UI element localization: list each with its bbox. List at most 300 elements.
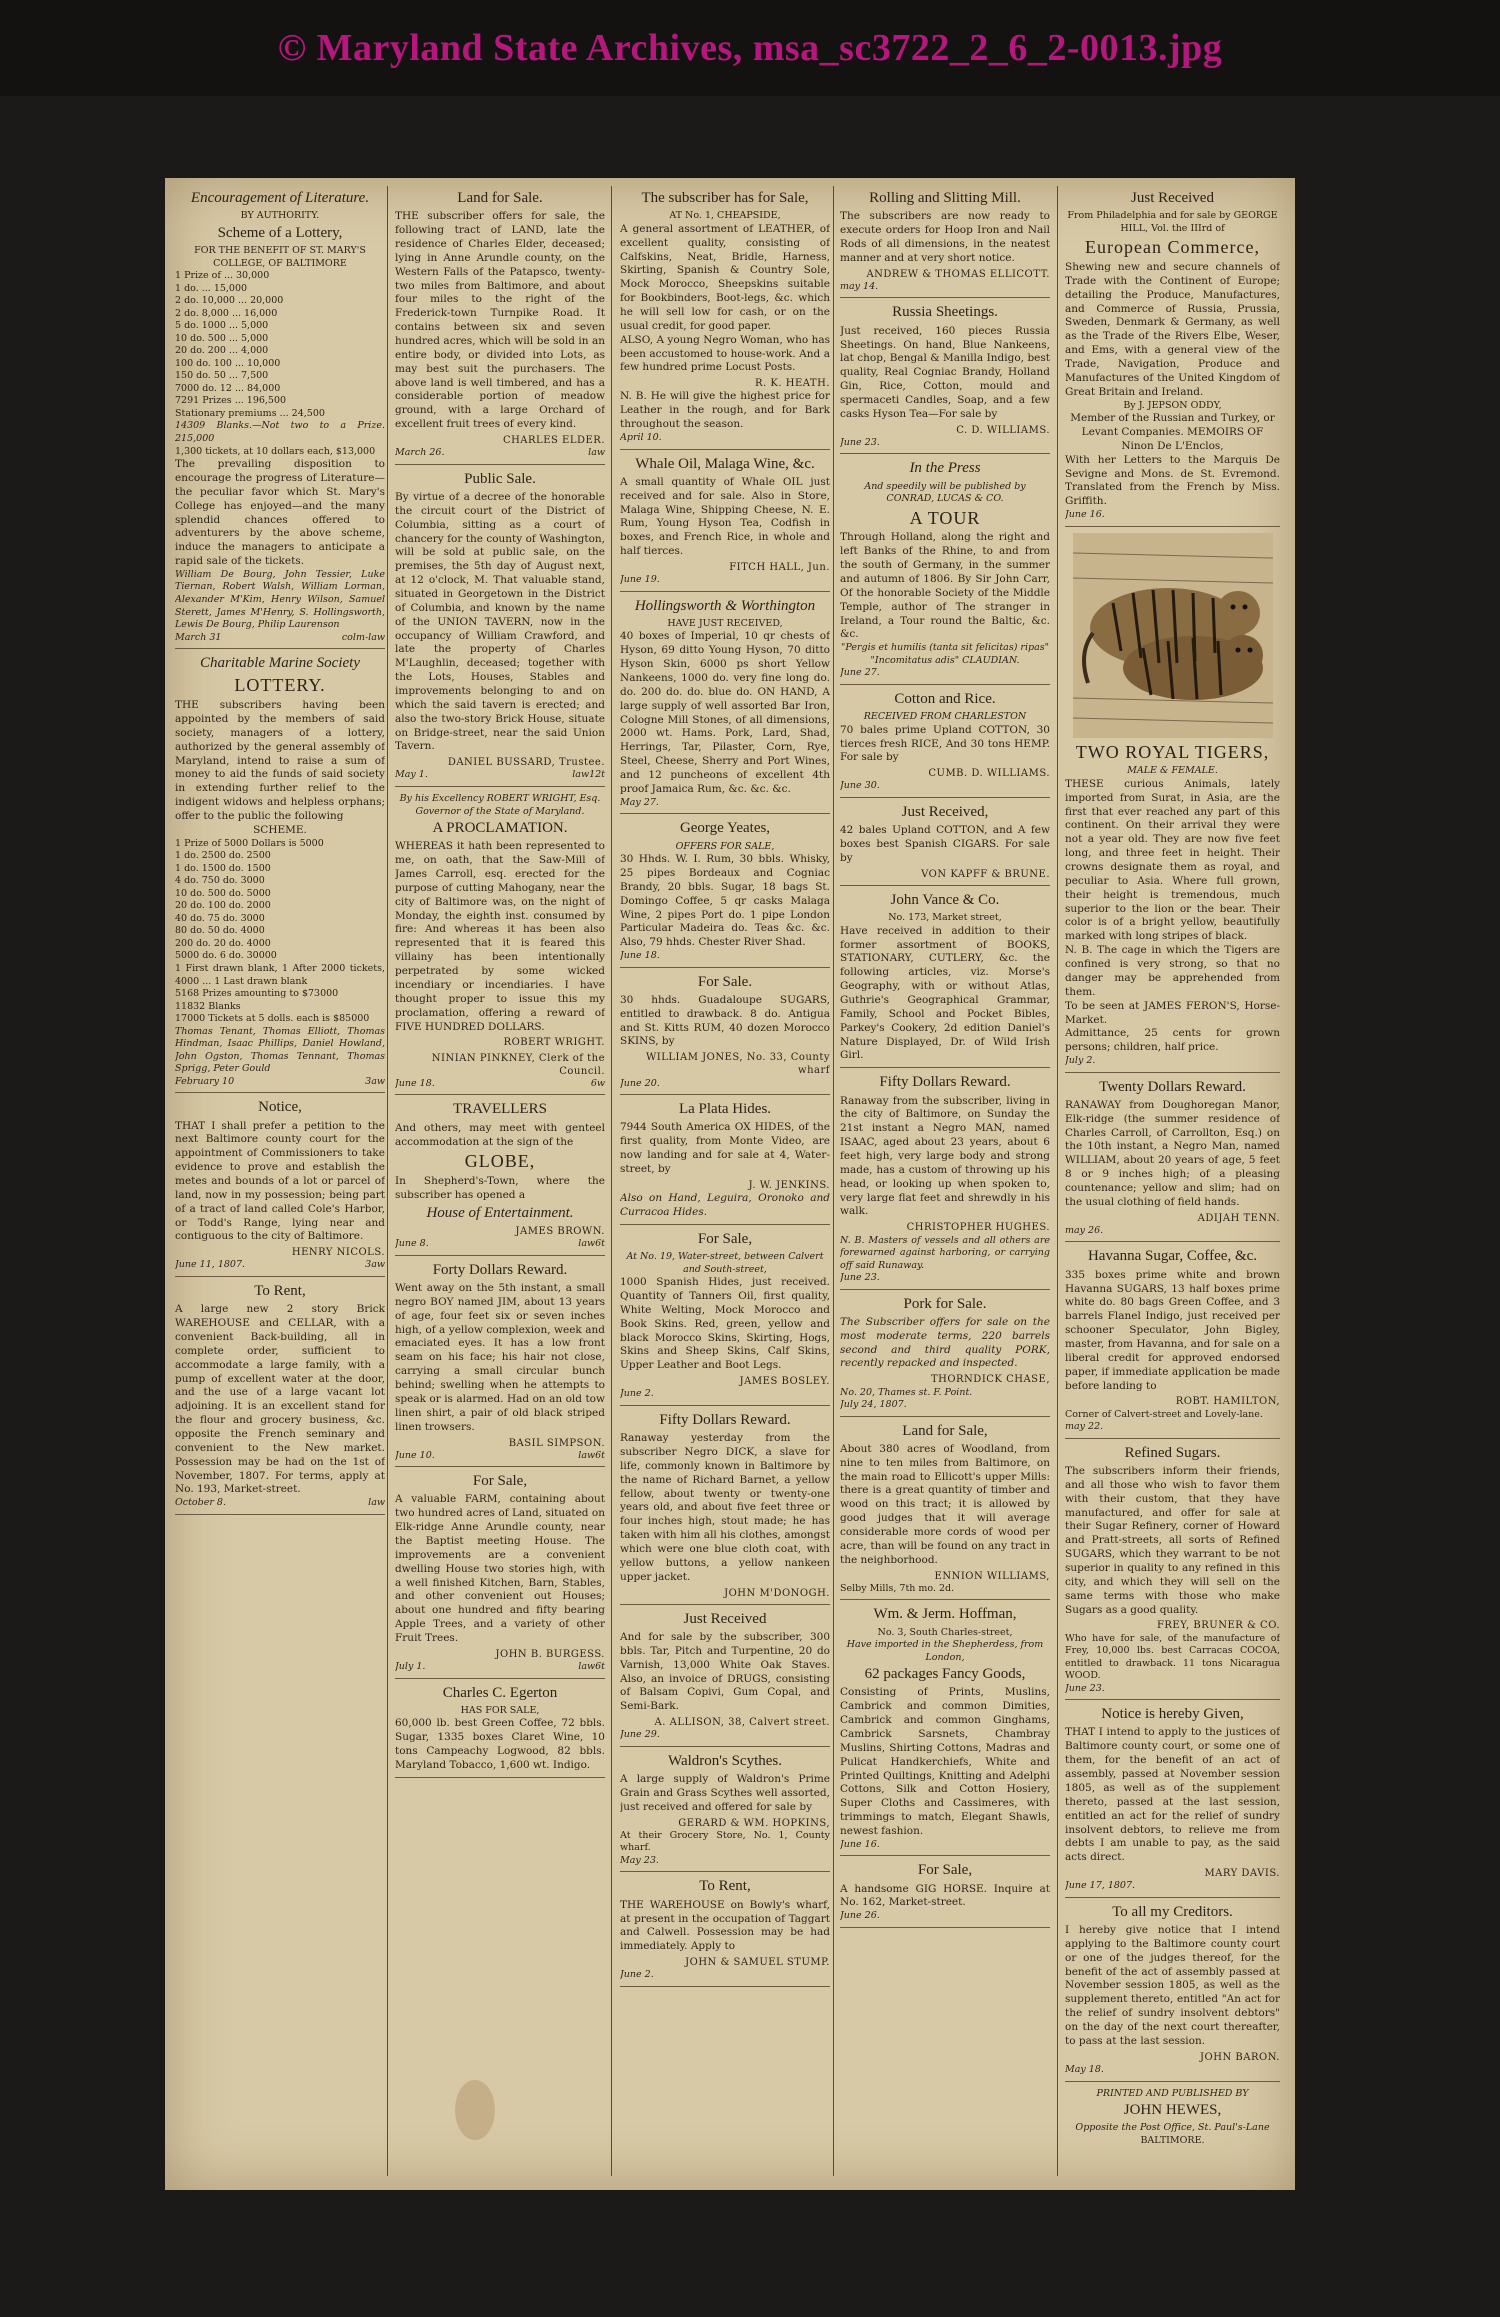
prize-row: 80 do. 50 do. 4000	[175, 925, 265, 937]
ad-author: By J. JEPSON ODDY,	[1123, 399, 1222, 411]
ad-subtitle: Have imported in the Shepherdess, from London,	[846, 1639, 1044, 1663]
ad-date-line	[840, 281, 1050, 294]
ad-date-line	[620, 1969, 830, 1982]
ad-signature: ADIJAH TENN.	[1197, 1212, 1280, 1224]
ad-title: To Rent,	[699, 1878, 751, 1895]
ad-title: Charles C. Egerton	[442, 1684, 558, 1701]
ad-body: THE WAREHOUSE on Bowly's wharf, at present in the occupation of Taggart and Calwell. Possession may be had immediately. Apply to	[620, 1898, 830, 1953]
prize-row: 10 do. 500 do. 5000	[175, 887, 271, 899]
ad-address: No. 20, Thames st. F. Point.	[840, 1386, 973, 1398]
column-rule	[833, 186, 834, 2176]
ad-date: June 18.	[620, 950, 660, 962]
ad-body: I hereby give notice that I intend applying to the Baltimore county court or one of the judges thereof, for the benefit of the act of assembly passed at November session 1805, as well as the supplement thereto, entitled "An act for the relief of sundry insolvent debtors" on the day of the next court thereafter, to pass at the last session.	[1065, 1924, 1280, 2047]
ad-heading: LOTTERY.	[234, 675, 326, 696]
ad-note: N. B. Masters of vessels and all others are forewarned against harboring, or carrying off said Runaway.	[840, 1234, 1050, 1271]
archive-banner	[0, 0, 1500, 96]
ad-subtitle: HAVE JUST RECEIVED,	[667, 617, 783, 629]
ad-date-line	[1065, 1683, 1280, 1696]
ad-body: A large supply of Waldron's Prime Grain and Grass Scythes well assorted, just received and offered for sale by	[620, 1773, 830, 1813]
ad-date: June 30.	[840, 780, 880, 792]
whale-oil-ad	[620, 456, 830, 592]
ad-date: February 10	[175, 1075, 235, 1087]
ad-signature: J. W. JENKINS.	[748, 1179, 830, 1191]
ad-signature: JOHN & SAMUEL STUMP.	[685, 1957, 830, 1969]
ad-signature: C. D. WILLIAMS.	[956, 424, 1050, 436]
prize-row: 1 do. 2500 do. 2500	[175, 850, 271, 862]
prize-row: 5000 do. 6 do. 30000	[175, 950, 277, 962]
ad-quote: "Pergis et humilis (tanta sit felicitas) ripas" "Incomitatus adis" CLAUDIAN.	[840, 642, 1049, 666]
column-2	[395, 188, 605, 2178]
ad-date: may 22.	[1065, 1421, 1104, 1433]
prize-row: 4 do. 750 do. 3000	[175, 875, 265, 887]
ad-title: Pork for Sale.	[903, 1295, 987, 1312]
lottery-ad	[175, 190, 385, 649]
russia-sheetings-ad	[840, 304, 1050, 454]
ad-body: Consisting of Prints, Muslins, Cambrick and common Dimities, Cambrick and common Ginghams, Cambrick Sarsnets, Chambray Muslins, Shirting Cottons, Madras and Pulicat Handkerchiefs, White and Printed Quiltings, Knitting and Adelphi Cottons, Silk and Cotton Hosiery, Super Cloths and Cassimeres, with trimmings to match, Elegant Shawls, newest fashion.	[840, 1686, 1050, 1837]
ad-heading: Scheme of a Lottery,	[217, 224, 343, 241]
ad-subtitle: RECEIVED FROM CHARLESTON	[863, 711, 1027, 723]
ad-text: FOR THE BENEFIT OF ST. MARY'S COLLEGE, OF BALTIMORE	[194, 245, 366, 269]
ad-mark: 6w	[590, 1077, 605, 1089]
ad-body: Went away on the 5th instant, a small negro BOY named JIM, about 13 years of age, four feet six or seven inches high, of a yellow complexion, week and emaciated eyes. It has a low front seam on his face; his hair not close, carrying a small circular bunch behind; swelling when he attempts to speak or is alarmed. Had on an old tow linen shirt, a pair of old black striped linen trowsers.	[395, 1282, 605, 1433]
ad-body: 42 bales Upland COTTON, and A few boxes best Spanish CIGARS. For sale by	[840, 824, 1050, 864]
ad-date-line	[1065, 509, 1280, 522]
ticket-count: 1,300 tickets, at 10 dollars each, $13,000	[175, 445, 376, 457]
ad-date-line	[620, 574, 830, 587]
ad-signature: A. ALLISON, 38, Calvert street.	[654, 1717, 830, 1729]
ad-signature: JAMES BOSLEY.	[739, 1376, 830, 1388]
reward-ad	[840, 1074, 1050, 1289]
ad-body: 30 Hhds. W. I. Rum, 30 bbls. Whisky, 25 pipes Bordeaux and Cogniac Brandy, 20 bbls. Sugar, 18 bags St. Domingo Coffee, 5 qr casks Malaga Wine, 2 pipes Port do. 1 pipe London Particular Madeira do. Teas &c. &c. Also, 79 hhds. Chester River Shad.	[620, 853, 830, 949]
ad-signature: NINIAN PINKNEY, Clerk of the Council.	[431, 1052, 605, 1077]
ad-address: At their Grocery Store, No. 1, County wharf.	[620, 1829, 830, 1854]
ad-signature: ROBERT WRIGHT.	[503, 1037, 605, 1049]
ad-date-line	[840, 437, 1050, 450]
prize-total: 7291 Prizes ... 196,500	[175, 395, 287, 407]
drawn-blanks: 1 First drawn blank, 1 After 2000 tickets, 4000 ... 1 Last drawn blank	[175, 962, 385, 987]
printer-imprint	[1065, 2088, 1280, 2148]
prize-row: 200 do. 20 do. 4000	[175, 937, 271, 949]
ad-subtitle: And speedily will be published by CONRAD, LUCAS & CO.	[864, 480, 1026, 505]
ad-title: Twenty Dollars Reward.	[1099, 1078, 1246, 1095]
ad-note: N. B. The cage in which the Tigers are confined is very strong, so that no danger may be apprehended from them.	[1065, 944, 1280, 998]
ad-body: And others, may meet with genteel accommodation at the sign of the	[395, 1121, 605, 1148]
ad-title: Hollingsworth & Worthington	[634, 597, 816, 614]
paper-stain	[455, 2080, 495, 2140]
ad-title: For Sale,	[917, 1862, 973, 1879]
ad-date-line	[840, 667, 1050, 680]
fancy-goods-ad	[840, 1606, 1050, 1856]
ad-signature: THORNDICK CHASE,	[930, 1374, 1050, 1386]
creditors-ad	[1065, 1904, 1280, 2082]
ad-body: In Shepherd's-Town, where the subscriber has opened a	[395, 1175, 605, 1201]
prize-total: 5168 Prizes amounting to $73000	[175, 988, 339, 1000]
ad-date: June 23.	[840, 436, 880, 448]
ad-body: 1000 Spanish Hides, just received. Quantity of Tanners Oil, first quality, White Welting, Mock Morocco and Book Skins. Red, green, yellow and black Morocco Skins, Skirting, Hogs, Skins and Sheep Skins, Calf Skins, Upper Leather and Boot Legs.	[620, 1276, 830, 1372]
ad-body: THE subscribers having been appointed by the members of said society, managers of a lottery, authorized by the general assembly of Maryland, intend to raise a sum of money to aid the funds of said society in extending further relief to the indigent widows and helpless orphans; offer to the public the following	[175, 699, 385, 822]
prize-row: 40 do. 75 do. 3000	[175, 912, 265, 924]
ad-signature: VON KAPFF & BRUNE.	[921, 868, 1050, 880]
ad-signature: JOHN BARON.	[1200, 2051, 1280, 2063]
yeates-ad	[620, 820, 830, 967]
ad-body: 30 hhds. Guadaloupe SUGARS, entitled to drawback. 8 do. Antigua and St. Kitts RUM, 40 dozen Morocco SKINS, by	[620, 993, 830, 1048]
ad-title: Public Sale.	[464, 470, 536, 487]
ad-title: Cotton and Rice.	[894, 690, 996, 707]
woodland-sale-ad	[840, 1423, 1050, 1601]
ad-title: Fifty Dollars Reward.	[659, 1411, 791, 1428]
prize-row: 2 do. 8,000 ... 16,000	[175, 307, 278, 319]
ad-date: June 20.	[620, 1077, 660, 1089]
ad-body: RANAWAY from Doughoregan Manor, Elk-ridge (the summer residence of Charles Carroll, of Carrollton, Esq.) on the 10th instant, a Negro Man, named WILLIAM, about 20 years of age, 5 feet 8 or 9 inches high; of a pleasing countenance; yellow and slim; had on the usual clothing of field hands.	[1065, 1098, 1280, 1208]
ad-heading: European Commerce,	[1085, 237, 1260, 258]
column-rule	[611, 186, 612, 2176]
ad-signature: WILLIAM JONES, No. 33, County wharf	[646, 1052, 830, 1077]
sugar-sale-ad	[620, 974, 830, 1096]
ad-title: Wm. & Jerm. Hoffman,	[873, 1606, 1017, 1623]
imprint-line: PRINTED AND PUBLISHED BY	[1096, 2087, 1249, 2099]
prize-stationary: Stationary premiums ... 24,500	[175, 407, 325, 419]
ad-heading: Member of the Russian and Turkey, or Levant Companies. MEMOIRS OF Ninon De L'Enclos,	[1070, 412, 1275, 452]
prize-row: 20 do. 100 do. 2000	[175, 900, 271, 912]
ad-signature: MARY DAVIS.	[1204, 1868, 1280, 1880]
ad-title: Land for Sale,	[902, 1422, 988, 1439]
managers-list: William De Bourg, John Tessier, Luke Tiernan, Robert Walsh, William Lorman, Alexander M'Kim, Henry Wilson, Samuel Sterett, James M'Henry, S. Hollingsworth, Lewis De Bourg, Philip Laurenson	[175, 568, 385, 631]
ad-title: For Sale,	[472, 1473, 528, 1490]
ad-place: To be seen at JAMES FERON'S, Horse-Market.	[1065, 999, 1280, 1026]
ad-date: April 10.	[620, 432, 662, 443]
ad-signature: HENRY NICOLS.	[291, 1247, 385, 1259]
press-ad	[840, 460, 1050, 684]
ad-subtitle: OFFERS FOR SALE,	[675, 840, 775, 852]
hides-ad	[620, 1101, 830, 1225]
ad-signature: FITCH HALL, Jun.	[729, 561, 830, 573]
egerton-ad	[395, 1685, 605, 1778]
ad-title: Charitable Marine Society	[200, 655, 360, 672]
ad-title: Havanna Sugar, Coffee, &c.	[1087, 1248, 1258, 1265]
ad-signature: CHRISTOPHER HUGHES.	[906, 1222, 1050, 1234]
horse-sale-ad	[840, 1862, 1050, 1928]
ad-date-line	[840, 780, 1050, 793]
farm-sale-ad	[395, 1473, 605, 1678]
ad-date: June 8.	[395, 1238, 429, 1250]
ad-date: May 18.	[1065, 2063, 1104, 2075]
tigers-ad	[1065, 533, 1280, 1073]
ad-subtitle: From Philadelphia and for sale by GEORGE HILL, Vol. the IIIrd of	[1067, 210, 1278, 234]
ad-date: June 2.	[620, 1388, 654, 1400]
ad-title: La Plata Hides.	[678, 1101, 772, 1118]
ad-subtitle: At No. 19, Water-street, between Calvert and South-street,	[626, 1251, 824, 1275]
ad-body: And for sale by the subscriber, 300 bbls. Tar, Pitch and Turpentine, 20 do Varnish, 13,000 White Oak Staves. Also, an invoice of DRUGS, consisting of Balsam Copivi, Gum Copal, and Semi-Bark.	[620, 1630, 830, 1713]
managers-list: Thomas Tenant, Thomas Elliott, Thomas Hindman, Isaac Phillips, Daniel Howland, John Ogston, Thomas Tennant, Thomas Sprigg, Peter Gould	[175, 1025, 385, 1075]
ad-body: Ranaway from the subscriber, living in the city of Baltimore, on Sunday the 21st instant a Negro MAN, named ISAAC, aged about 23 years, about 6 feet high, very large body and strong made, has a custom of throwing up his head, or looking up when spoken to, very large flat feet and shrewdly in his walk.	[840, 1094, 1050, 1218]
travellers-ad	[395, 1101, 605, 1255]
proclamation-ad	[395, 793, 605, 1095]
ad-title: Forty Dollars Reward.	[432, 1261, 568, 1278]
water-street-sale-ad	[620, 1231, 830, 1406]
ad-date-line	[175, 632, 385, 645]
cotton-cigars-ad	[840, 804, 1050, 886]
ad-date: June 27.	[840, 667, 880, 679]
ad-title: For Sale,	[697, 1230, 753, 1247]
ad-title: Just Received,	[901, 803, 989, 820]
ad-date: July 1.	[395, 1661, 426, 1673]
ad-mark: law	[588, 447, 605, 459]
ad-heading: GLOBE,	[464, 1151, 536, 1172]
ad-address: No. 3, South Charles-street,	[877, 1626, 1013, 1638]
ad-date-line	[620, 1729, 830, 1742]
ad-body: The subscribers inform their friends, and all those who wish to favor them with their custom, that they have manufactured, and offer for sale at their Sugar Refinery, corner of Howard and Pratt-streets, all sorts of Refined SUGARS, which they warrant to be not superior in quality to any refined in this city, and which they will sell on the same terms with those who make Sugars as a good quality.	[1065, 1464, 1280, 1616]
ad-title: In the Press	[909, 460, 981, 477]
ad-mark: colm-law	[341, 631, 385, 643]
ad-heading: A TOUR	[909, 507, 981, 528]
ad-date: June 18.	[395, 1077, 435, 1089]
printer-name: JOHN HEWES,	[1123, 2102, 1222, 2119]
column-rule	[1057, 186, 1058, 2176]
ad-body: 40 boxes of Imperial, 10 qr chests of Hyson, 69 ditto Young Hyson, 70 ditto Hyson Skin, 6000 ps short Yellow Nankeens, 1000 do. very fine long do. do. 200 do. do. blue do. ON HAND, A large supply of well assorted Bar Iron, Cologne Mill Stones, of all dimensions, 2000 wt. Hams. Pork, Lard, Shad, Herrings, Tar, Pilaster, Corn, Rye, Steel, Cheese, Sherry and Port Wines, and 12 puncheons of excellent 4th proof Jamaica Rum, &c. &c. &c.	[620, 630, 830, 795]
notice-ad	[175, 1099, 385, 1277]
ad-date: June 16.	[1065, 509, 1105, 521]
ad-date-line	[175, 1497, 385, 1510]
ad-body: Ranaway yesterday from the subscriber Negro DICK, a slave for life, commonly known in Baltimore by the name of Richard Barnet, a yellow fellow, about twenty or twenty-one years old, and about five feet three or four inches high, stout made; he has taken with him all his clothes, amongst which were one blue cloth coat, with yellow buttons, a yellow nankeen upper jacket.	[620, 1432, 830, 1583]
ad-date-line	[1065, 1421, 1280, 1434]
ad-body: THESE curious Animals, lately imported from Surat, in Asia, are the first that ever reached any part of this continent. On their arrival they were not a year old. They are now five feet long, and three feet in height. Their crowns designate them as royal, and peculiar to Asia. Where full grown, their height is tremendous, much superior to the lion or the bear. Their color is of a bright yellow, beautifully marked with long stripes of black.	[1065, 777, 1280, 943]
prize-row: 1 Prize of 5000 Dollars is 5000	[175, 837, 324, 849]
ad-date: June 29.	[620, 1729, 660, 1741]
reward-ad	[620, 1412, 830, 1605]
ad-subtitle: BY AUTHORITY.	[240, 210, 320, 222]
ad-body: THE subscriber offers for sale, the following tract of LAND, late the residence of Charles Elder, deceased; lying in Anne Arundle county, on the Western Falls of the Patapsco, twenty-two miles from Baltimore, and about four miles to the right of the Frederick-town Turnpike Road. It contains between six and seven hundred acres, which will be sold in an entire body, or divided into Lots, as may best suit the purchasers. The above land is well timbered, and has a considerable portion of meadow ground, with a large Orchard of excellent fruit trees of every kind.	[395, 210, 605, 431]
ad-title: Russia Sheetings.	[892, 304, 998, 321]
ad-body: About 380 acres of Woodland, from nine to ten miles from Baltimore, on the main road to Ellicott's upper Mills: there is a great quantity of timber and wood on this tract; it is allowed by good judges that it will average considerable more cords of wood per acre, than will be found on any tract in the neighborhood.	[840, 1442, 1050, 1566]
ad-note: N. B. He will give the highest price for Leather in the rough, and for Bark throughout the season.	[620, 390, 830, 431]
ad-subtitle: AT No. 1, CHEAPSIDE,	[669, 210, 781, 222]
scythes-ad	[620, 1753, 830, 1873]
ad-body: Through Holland, along the right and left Banks of the Rhine, to and from the south of Germany, in the summer and autumn of 1806. By Sir John Carr, Of the honorable Society of the Middle Temple, author of The stranger in Ireland, a Tour round the Baltic, &c. &c.	[840, 531, 1050, 641]
ad-signature: ROBT. HAMILTON,	[1175, 1396, 1280, 1408]
ad-subtitle: HAS FOR SALE,	[460, 1704, 540, 1716]
ad-date: May 1.	[395, 769, 428, 781]
ad-date-line	[395, 447, 605, 460]
ad-title: TWO ROYAL TIGERS,	[1075, 741, 1270, 762]
ad-date-line	[620, 797, 830, 810]
ad-signature: CUMB. D. WILLIAMS.	[928, 768, 1050, 780]
allison-ad	[620, 1611, 830, 1747]
imprint-city: BALTIMORE.	[1140, 2134, 1205, 2146]
ad-date-line	[175, 1076, 385, 1089]
ad-date-line	[395, 769, 605, 782]
ad-date-line	[620, 1855, 830, 1868]
ad-heading: SCHEME.	[253, 823, 307, 836]
ad-title: Land for Sale.	[457, 190, 543, 206]
ad-title: Just Received	[1131, 190, 1214, 206]
ad-date-line	[395, 1450, 605, 1463]
prize-row: 7000 do. 12 ... 84,000	[175, 382, 281, 394]
ad-signature: DANIEL BUSSARD, Trustee.	[447, 757, 605, 769]
marine-lottery-ad	[175, 655, 385, 1093]
ad-admission: Admittance, 25 cents for grown persons; children, half price.	[1065, 1027, 1280, 1054]
ad-date: June 10.	[395, 1449, 435, 1461]
commerce-book-ad	[1065, 190, 1280, 527]
ad-date: June 19.	[620, 574, 660, 586]
ad-title: A PROCLAMATION.	[432, 820, 568, 837]
ad-signature: JAMES BROWN.	[515, 1226, 605, 1238]
ad-address: Corner of Calvert-street and Lovely-lane.	[1065, 1408, 1263, 1420]
ad-title: Notice is hereby Given,	[1101, 1706, 1244, 1723]
ad-title: Waldron's Scythes.	[668, 1752, 782, 1769]
ad-mark: 3aw	[365, 1075, 385, 1087]
ad-title: Refined Sugars.	[1124, 1444, 1221, 1461]
ad-signature: ANDREW & THOMAS ELLICOTT.	[866, 268, 1050, 280]
ad-title: Just Received	[683, 1610, 767, 1627]
ad-signature: ENNION WILLIAMS,	[934, 1570, 1050, 1582]
cotton-rice-ad	[840, 691, 1050, 798]
prize-row: 10 do. 500 ... 5,000	[175, 332, 269, 344]
column-1	[175, 188, 385, 2178]
ad-mark: law6t	[578, 1449, 605, 1461]
ad-title: The subscriber has for Sale,	[641, 190, 809, 206]
public-sale-ad	[395, 471, 605, 787]
ad-date-line	[620, 1078, 830, 1091]
ad-body: 335 boxes prime white and brown Havanna SUGARS, 13 half boxes prime white do. 80 bags Green Coffee, and 3 barrels Flanel Indigo, just received per schooner Speculator, John Bigley, master, from Havanna, and for sale on a liberal credit for approved endorsed paper, if immediate application be made before landing to	[1065, 1268, 1280, 1392]
ticket-count: 17000 Tickets at 5 dolls. each is $85000	[175, 1013, 370, 1025]
ad-body: 7944 South America OX HIDES, of the first quality, from Monte Video, are now landing and for sale at 4, Water-street, by	[620, 1121, 830, 1176]
ad-body: The subscribers are now ready to execute orders for Hoop Iron and Nail Rods of all dimensions, in the neatest manner and at very short notice.	[840, 210, 1050, 264]
ad-date-line	[840, 1272, 1050, 1285]
ad-date-line	[395, 1661, 605, 1674]
ad-body: A small quantity of Whale OIL just received and for sale. Also in Store, Malaga Wine, Shipping Cheese, N. E. Rum, Young Hyson Tea, Codfish in boxes, and French Rice, in whole and half tierces.	[620, 475, 830, 558]
pork-ad	[840, 1296, 1050, 1417]
ad-date-line	[175, 1259, 385, 1272]
ad-date: June 11, 1807.	[175, 1259, 246, 1271]
ad-date-line	[840, 1910, 1050, 1923]
ad-heading: House of Entertainment.	[426, 1204, 574, 1221]
ad-body: A large new 2 story Brick WAREHOUSE and CELLAR, with a convenient Back-building, all in complete order, sufficient to accommodate a large family, with a pump of excellent water at the door, and the use of a large vacant lot adjoining. It is an excellent stand for the flour and grocery business, &c. opposite the French seminary and convenient to the New market. Possession may be had on the 1st of November, 1807. For terms, apply at No. 193, Market-street.	[175, 1303, 385, 1496]
ad-date: may 26.	[1065, 1224, 1104, 1236]
ad-title: To all my Creditors.	[1112, 1903, 1233, 1920]
ad-date-line	[395, 1078, 605, 1091]
ad-mark: law6t	[578, 1661, 605, 1673]
prize-row: 5 do. 1000 ... 5,000	[175, 320, 269, 332]
ad-date-line	[1065, 1055, 1280, 1068]
ad-title: Whale Oil, Malaga Wine, &c.	[635, 455, 815, 472]
column-5	[1065, 188, 1280, 2178]
ad-date-line	[620, 432, 830, 445]
ad-title: TRAVELLERS	[453, 1101, 547, 1118]
ad-signature: JOHN M'DONOGH.	[724, 1587, 830, 1599]
ad-date: June 16.	[840, 1838, 880, 1850]
reward-ad	[1065, 1079, 1280, 1243]
ad-mark: 3aw	[365, 1259, 385, 1271]
ad-date-line	[1065, 1880, 1280, 1893]
tigers-engraving	[1073, 533, 1273, 738]
ad-body: A handsome GIG HORSE. Inquire at No. 162, Market-street.	[840, 1882, 1050, 1909]
ad-body: A general assortment of LEATHER, of excellent quality, consisting of Calfskins, Neat, Bridle, Harness, Skirting, Spanish & Country Sole, Mock Morocco, Sheepskins suitable for Bookbinders, Boot-legs, &c. which he will sell low for cash, or on the usual credit, for good paper.	[620, 222, 830, 332]
ad-body: The Subscriber offers for sale on the most moderate terms, 220 barrels second and third quality PORK, recently repacked and inspected.	[840, 1315, 1050, 1370]
ad-address: No. 173, Market street,	[888, 912, 1002, 924]
column-rule	[387, 186, 388, 2176]
archive-watermark: © Maryland State Archives, msa_sc3722_2_6_2-0013.jpg	[277, 27, 1223, 69]
imprint-line: Opposite the Post Office, St. Paul's-Lane	[1075, 2122, 1270, 2134]
prize-row: 100 do. 100 ... 10,000	[175, 357, 281, 369]
ad-date: July 24, 1807.	[840, 1399, 907, 1411]
ad-title: George Yeates,	[679, 820, 771, 837]
ad-body: ALSO, A young Negro Woman, who has been accustomed to house-work. And a few hundred prime Locust Posts.	[620, 333, 830, 374]
ad-date: June 23.	[1065, 1682, 1105, 1694]
newspaper-page	[165, 178, 1295, 2190]
prize-blanks: 11832 Blanks	[175, 1000, 241, 1012]
reward-ad	[395, 1262, 605, 1467]
ad-date-line	[1065, 2064, 1280, 2077]
ad-body: 60,000 lb. best Green Coffee, 72 bbls. Sugar, 1335 boxes Claret Wine, 10 tons Campeachy Logwood, 82 bbls. Maryland Tobacco, 1,600 wt. Indigo.	[395, 1717, 605, 1771]
ad-date-line	[840, 1839, 1050, 1852]
ad-date-line	[620, 950, 830, 963]
hollingsworth-ad	[620, 598, 830, 815]
land-sale-ad	[395, 190, 605, 465]
ad-date: May 23.	[620, 1854, 659, 1866]
ad-title: For Sale.	[697, 973, 753, 990]
prize-row: 2 do. 10,000 ... 20,000	[175, 295, 284, 307]
ad-date: June 17, 1807.	[1065, 1880, 1136, 1892]
ad-body: 70 bales prime Upland COTTON, 30 tierces fresh RICE, And 30 tons HEMP. For sale by	[840, 723, 1050, 764]
ad-body: Just received, 160 pieces Russia Sheetings. On hand, Blue Nankeens, lat chop, Bengal & Manilla Indigo, best quality, Real Cogniac Brandy, Holland Gin, Rice, Cotton, mould and spermaceti Candles, Soap, and a few casks Hyson Tea—For sale by	[840, 324, 1050, 420]
ad-signature: BASIL SIMPSON.	[508, 1437, 605, 1449]
ad-date: July 2.	[1065, 1055, 1096, 1067]
ad-subtitle: By his Excellency ROBERT WRIGHT, Esq. Governor of the State of Maryland.	[399, 793, 601, 817]
ad-signature: GERARD & WM. HOPKINS,	[678, 1817, 830, 1829]
ad-signature: CHARLES ELDER.	[502, 435, 605, 446]
notice-ad	[1065, 1706, 1280, 1898]
refined-sugars-ad	[1065, 1445, 1280, 1701]
ad-note: Also on Hand, Leguira, Oronoko and Curracoa Hides.	[620, 1192, 830, 1218]
ad-body: With her Letters to the Marquis De Sevigne and Mons. de St. Evremond. Translated from the French by Miss. Griffith.	[1065, 453, 1280, 508]
ad-mark: law6t	[578, 1238, 605, 1250]
ad-date: March 31	[175, 631, 222, 643]
ad-mark: law12t	[572, 769, 605, 781]
ad-title: Rolling and Slitting Mill.	[869, 190, 1021, 206]
prize-table	[175, 270, 385, 395]
ad-date: may 14.	[840, 280, 879, 292]
prize-row: 20 do. 200 ... 4,000	[175, 345, 269, 357]
havanna-ad	[1065, 1248, 1280, 1438]
ad-date-line	[1065, 1225, 1280, 1238]
ad-date: June 26.	[840, 1910, 880, 1922]
ad-date: June 23.	[840, 1272, 880, 1284]
ad-signature: FREY, BRUNER & CO.	[1156, 1620, 1280, 1632]
ad-date: May 27.	[620, 796, 659, 808]
ad-body: Have received in addition to their former assortment of BOOKS, STATIONARY, CUTLERY, &c. the following articles, viz. Morse's Geography, with or without Atlas, Guthrie's Geographical Grammar, Family, School and Pocket Bibles, Parkey's Cookery, 2d edition Daniel's Nature Displayed, Dr. of Wild Irish Girl.	[840, 924, 1050, 1062]
ad-date: March 26.	[395, 447, 445, 459]
prize-row: 1 do. 1500 do. 1500	[175, 862, 271, 874]
ad-body: WHEREAS it hath been represented to me, on oath, that the Saw-Mill of James Carroll, esq. erected for the purpose of cutting Mahogany, near the city of Baltimore was, on the night of Monday, the eighth inst. consumed by fire: And whereas it has been also represented that it is feared this villainy has been intentionally perpetrated by some wicked incendiary or incendiaries. I have thought proper to issue this my proclamation, offering a reward of FIVE HUNDRED DOLLARS.	[395, 840, 605, 1033]
ad-date-line	[840, 1399, 1050, 1412]
ad-date-line	[620, 1388, 830, 1401]
ad-title: John Vance & Co.	[890, 891, 1000, 908]
prize-row: 1 do. ... 15,000	[175, 282, 248, 294]
ad-date: October 8.	[175, 1497, 226, 1509]
ad-heading: 62 packages Fancy Goods,	[864, 1666, 1026, 1683]
ad-note: Who have for sale, of the manufacture of Frey, 10,000 lbs. best Carracas COCOA, entitled to drawback. 11 tons Nicaragua WOOD.	[1065, 1632, 1280, 1682]
ad-body: Shewing new and secure channels of Trade with the Continent of Europe; detailing the Produce, Manufactures, and Commerce of Russia, Prussia, Sweden, Denmark & Germany, as well as the Trade of the Rivers Elbe, Weser, and Ems, with a general view of the Trade, Navigation, Produce and Manufactures of the United Kingdom of Great Britain and Ireland.	[1065, 261, 1280, 398]
ad-body: A valuable FARM, containing about two hundred acres of Land, situated on Elk-ridge Anne Arundle county, near the Baptist meeting House. The improvements are a convenient dwelling House two stories high, with a well finished Kitchen, Barn, Stables, and other convenient out Houses; about one hundred and fifty bearing Apple Trees, and a variety of other Fruit Trees.	[395, 1493, 605, 1645]
ad-mark: law	[368, 1497, 385, 1509]
ad-title: Notice,	[258, 1099, 302, 1116]
ad-signature: R. K. HEATH.	[755, 378, 830, 390]
prize-table	[175, 838, 385, 963]
ad-date: June 2.	[620, 1969, 654, 1981]
ad-title: To Rent,	[254, 1282, 306, 1299]
ad-address: Selby Mills, 7th mo. 2d.	[840, 1582, 955, 1594]
ad-body: THAT I intend to apply to the justices of Baltimore county court, or some one of them, for the benefit of an act of assembly, passed at November session 1805, as well as of the supplement thereto, passed at the last session, entitled an act for the relief of sundry insolvent debtors, to relieve me from debts I am unable to pay, as the said acts direct.	[1065, 1726, 1280, 1864]
